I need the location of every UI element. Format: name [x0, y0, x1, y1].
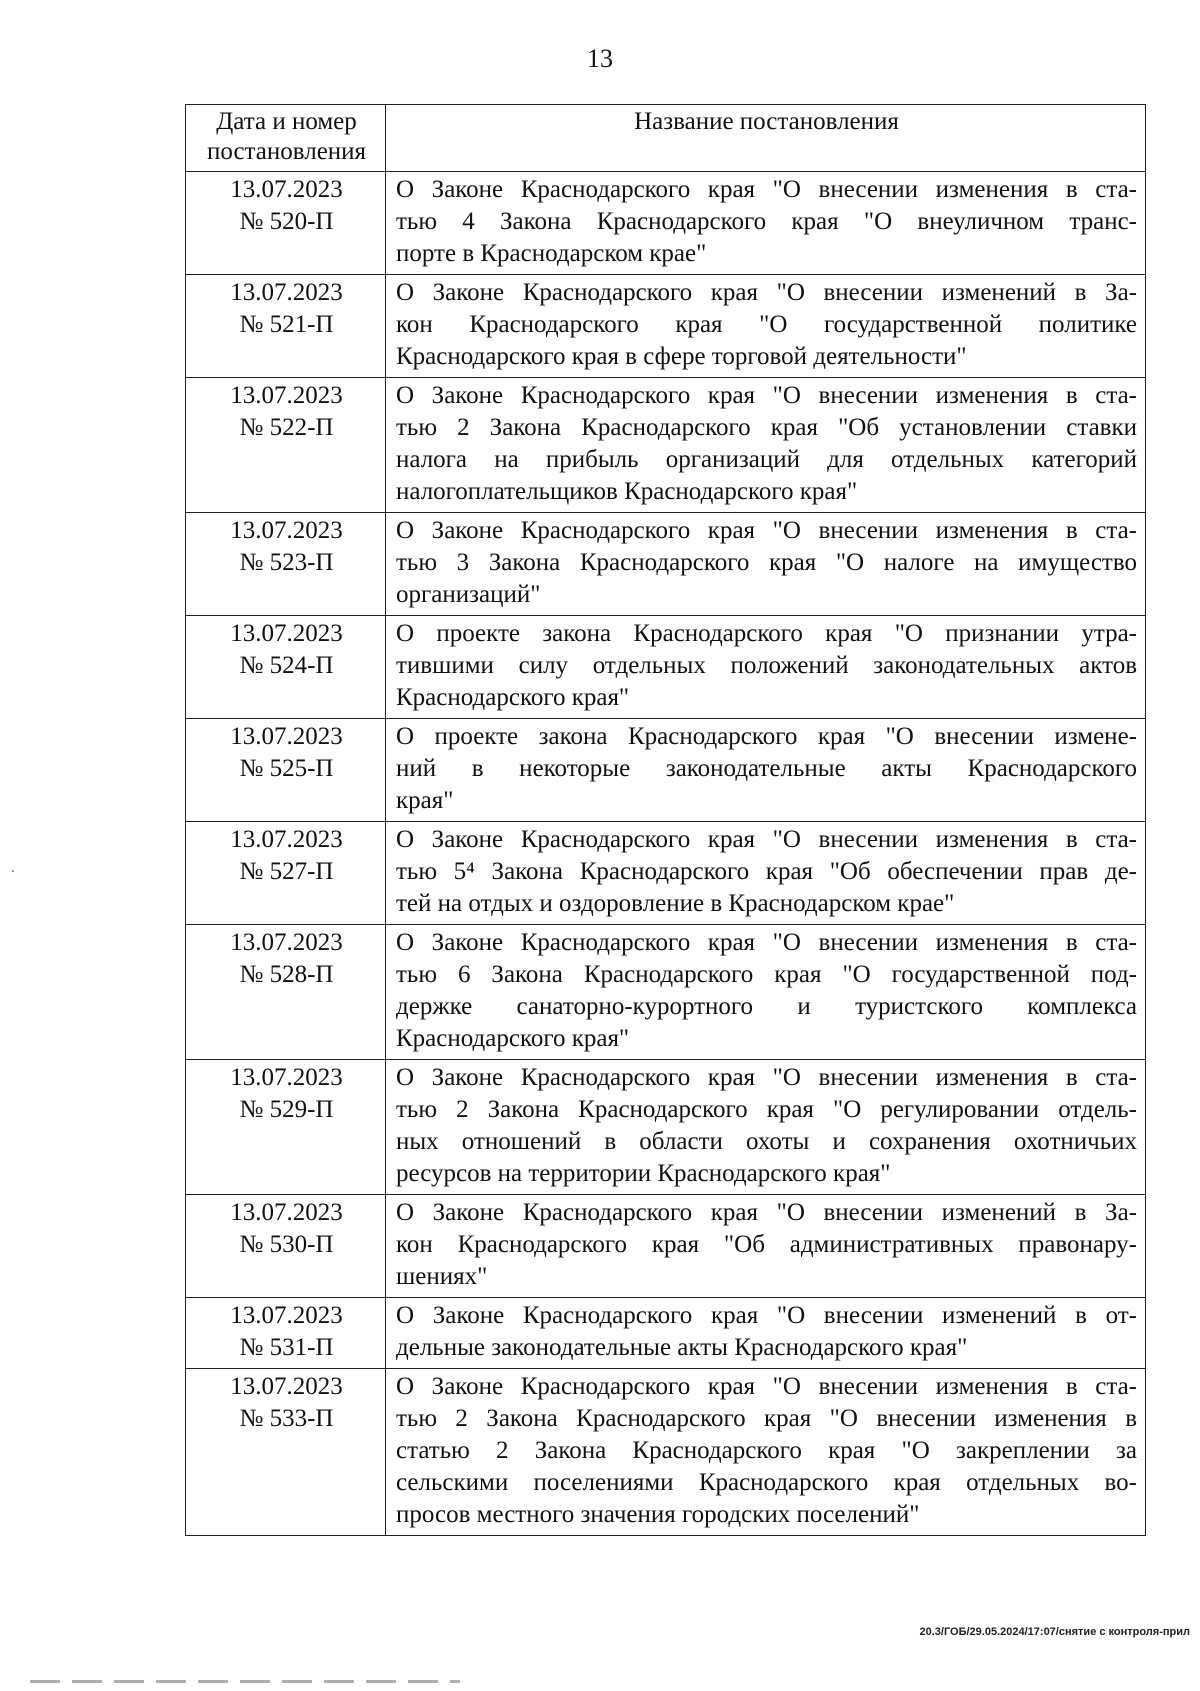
- table-header-row: [186, 105, 1146, 172]
- decree-title-line: Краснодарского края": [396, 1025, 630, 1052]
- table-row: [186, 1369, 1146, 1536]
- decree-title-line: О проекте закона Краснодарского края "О внесении измене-: [396, 723, 1137, 750]
- decree-title-cell: [386, 616, 1146, 719]
- decree-title-cell: [386, 513, 1146, 616]
- decree-title-line: О Законе Краснодарского края "О внесении изменений в от-: [396, 1302, 1137, 1329]
- decree-date-number-cell: [186, 822, 386, 925]
- page-number: 13: [587, 44, 613, 73]
- decree-title-line: О Законе Краснодарского края "О внесении изменения в ста-: [396, 382, 1137, 409]
- decree-title-line: тью 5⁴ Закона Краснодарского края "Об обеспечении прав де-: [396, 858, 1137, 885]
- decree-title-line: сельскими поселениями Краснодарского края отдельных во-: [396, 1469, 1137, 1496]
- table-row: [186, 378, 1146, 513]
- table-row: [186, 822, 1146, 925]
- decree-title-line: Краснодарского края в сфере торговой деятельности": [396, 343, 967, 370]
- decree-title-line: кон Краснодарского края "Об административных правонару-: [396, 1231, 1137, 1258]
- table-row: [186, 719, 1146, 822]
- decree-title-line: держке санаторно-курортного и туристского комплекса: [396, 993, 1137, 1020]
- decree-title-line: тью 2 Закона Краснодарского края "О внесении изменения в: [396, 1405, 1137, 1432]
- decree-title-line: статью 2 Закона Краснодарского края "О закреплении за: [396, 1437, 1137, 1464]
- decree-date-number-cell: [186, 172, 386, 275]
- decree-date: 13.07.2023: [230, 176, 343, 203]
- decree-number: № 520-П: [239, 208, 334, 235]
- decree-title-line: организаций": [396, 581, 541, 608]
- decree-number: № 523-П: [239, 549, 334, 576]
- header-date-line1: Дата и номер: [216, 108, 357, 135]
- decree-title-cell: [386, 719, 1146, 822]
- decree-date-number-cell: [186, 925, 386, 1060]
- decree-date: 13.07.2023: [230, 929, 343, 956]
- decree-number: № 531-П: [239, 1334, 334, 1361]
- table-row: [186, 925, 1146, 1060]
- table-row: [186, 513, 1146, 616]
- decree-title-line: ресурсов на территории Краснодарского края": [396, 1160, 891, 1187]
- table-row: [186, 1195, 1146, 1298]
- decree-title-line: кон Краснодарского края "О государственной политике: [396, 311, 1137, 338]
- decree-number: № 522-П: [239, 414, 334, 441]
- decree-title-line: О Законе Краснодарского края "О внесении изменения в ста-: [396, 826, 1137, 853]
- decree-title-line: налога на прибыль организаций для отдельных категорий: [396, 446, 1137, 473]
- decree-date: 13.07.2023: [230, 1302, 343, 1329]
- table-body: [186, 172, 1146, 1536]
- decree-title-line: О Законе Краснодарского края "О внесении изменения в ста-: [396, 1064, 1137, 1091]
- decree-title-cell: [386, 1298, 1146, 1369]
- decree-title-line: О проекте закона Краснодарского края "О признании утра-: [396, 620, 1137, 647]
- decrees-table: [185, 104, 1146, 1536]
- decree-date-number-cell: [186, 1298, 386, 1369]
- decree-date: 13.07.2023: [230, 826, 343, 853]
- decree-title-line: тившими силу отдельных положений законодательных актов: [396, 652, 1137, 679]
- decree-date-number-cell: [186, 1369, 386, 1536]
- decree-date: 13.07.2023: [230, 382, 343, 409]
- decree-date-number-cell: [186, 513, 386, 616]
- header-date-line2: постановления: [206, 138, 367, 165]
- footer-stamp: 20.3/ГОБ/29.05.2024/17:07/снятие с контроля-прил: [919, 1626, 1190, 1638]
- decree-date-number-cell: [186, 719, 386, 822]
- table-row: [186, 275, 1146, 378]
- scan-artifact-dashes: [30, 1680, 460, 1683]
- decree-number: № 529-П: [239, 1096, 334, 1123]
- decree-title-line: О Законе Краснодарского края "О внесении изменения в ста-: [396, 176, 1137, 203]
- decree-number: № 530-П: [239, 1231, 334, 1258]
- decree-title-line: тью 2 Закона Краснодарского края "О регулировании отдель-: [396, 1096, 1137, 1123]
- title-header: Название постановления: [386, 105, 1146, 172]
- decree-date: 13.07.2023: [230, 723, 343, 750]
- decree-date: 13.07.2023: [230, 1064, 343, 1091]
- decree-number: № 521-П: [239, 311, 334, 338]
- decree-title-line: Краснодарского края": [396, 684, 630, 711]
- table-row: [186, 616, 1146, 719]
- decree-title-line: тью 2 Закона Краснодарского края "Об установлении ставки: [396, 414, 1137, 441]
- decree-date-number-cell: [186, 275, 386, 378]
- decree-title-line: просов местного значения городских поселений": [396, 1501, 920, 1528]
- decree-date-number-cell: [186, 1195, 386, 1298]
- decree-date: 13.07.2023: [230, 517, 343, 544]
- decree-title-line: О Законе Краснодарского края "О внесении изменения в ста-: [396, 517, 1137, 544]
- decree-title-cell: [386, 378, 1146, 513]
- decree-number: № 527-П: [239, 858, 334, 885]
- decree-date: 13.07.2023: [230, 620, 343, 647]
- decree-title-line: края": [396, 787, 454, 814]
- table-row: [186, 1298, 1146, 1369]
- decree-date: 13.07.2023: [230, 1199, 343, 1226]
- scan-artifact: [12, 870, 14, 872]
- table-row: [186, 1060, 1146, 1195]
- decree-title-line: О Законе Краснодарского края "О внесении изменения в ста-: [396, 1373, 1137, 1400]
- decree-number: № 524-П: [239, 652, 334, 679]
- table-row: [186, 172, 1146, 275]
- decree-title-line: тью 3 Закона Краснодарского края "О налоге на имущество: [396, 549, 1137, 576]
- decree-title-line: налогоплательщиков Краснодарского края": [396, 478, 858, 505]
- decree-title-line: ных отношений в области охоты и сохранения охотничьих: [396, 1128, 1137, 1155]
- decree-title-line: ний в некоторые законодательные акты Краснодарского: [396, 755, 1137, 782]
- date-number-header: [186, 105, 386, 172]
- decree-date: 13.07.2023: [230, 1373, 343, 1400]
- decree-title-cell: [386, 925, 1146, 1060]
- decree-date: 13.07.2023: [230, 279, 343, 306]
- decree-date-number-cell: [186, 1060, 386, 1195]
- decree-number: № 533-П: [239, 1405, 334, 1432]
- decree-title-cell: [386, 275, 1146, 378]
- decree-title-line: шениях": [396, 1263, 488, 1290]
- decree-title-cell: [386, 822, 1146, 925]
- decree-title-line: О Законе Краснодарского края "О внесении изменений в За-: [396, 1199, 1137, 1226]
- decree-title-line: порте в Краснодарском крае": [396, 240, 707, 267]
- decree-title-line: О Законе Краснодарского края "О внесении изменения в ста-: [396, 929, 1137, 956]
- decree-title-line: тей на отдых и оздоровление в Краснодарском крае": [396, 890, 955, 917]
- decree-title-cell: [386, 1369, 1146, 1536]
- decree-title-line: тью 6 Закона Краснодарского края "О государственной под-: [396, 961, 1137, 988]
- decree-title-cell: [386, 1195, 1146, 1298]
- decree-title-cell: [386, 172, 1146, 275]
- decree-date-number-cell: [186, 616, 386, 719]
- decree-title-cell: [386, 1060, 1146, 1195]
- decree-title-line: тью 4 Закона Краснодарского края "О внеуличном транс-: [396, 208, 1137, 235]
- decree-number: № 525-П: [239, 755, 334, 782]
- decree-date-number-cell: [186, 378, 386, 513]
- decree-title-line: О Законе Краснодарского края "О внесении изменений в За-: [396, 279, 1137, 306]
- decree-number: № 528-П: [239, 961, 334, 988]
- decree-title-line: дельные законодательные акты Краснодарского края": [396, 1334, 968, 1361]
